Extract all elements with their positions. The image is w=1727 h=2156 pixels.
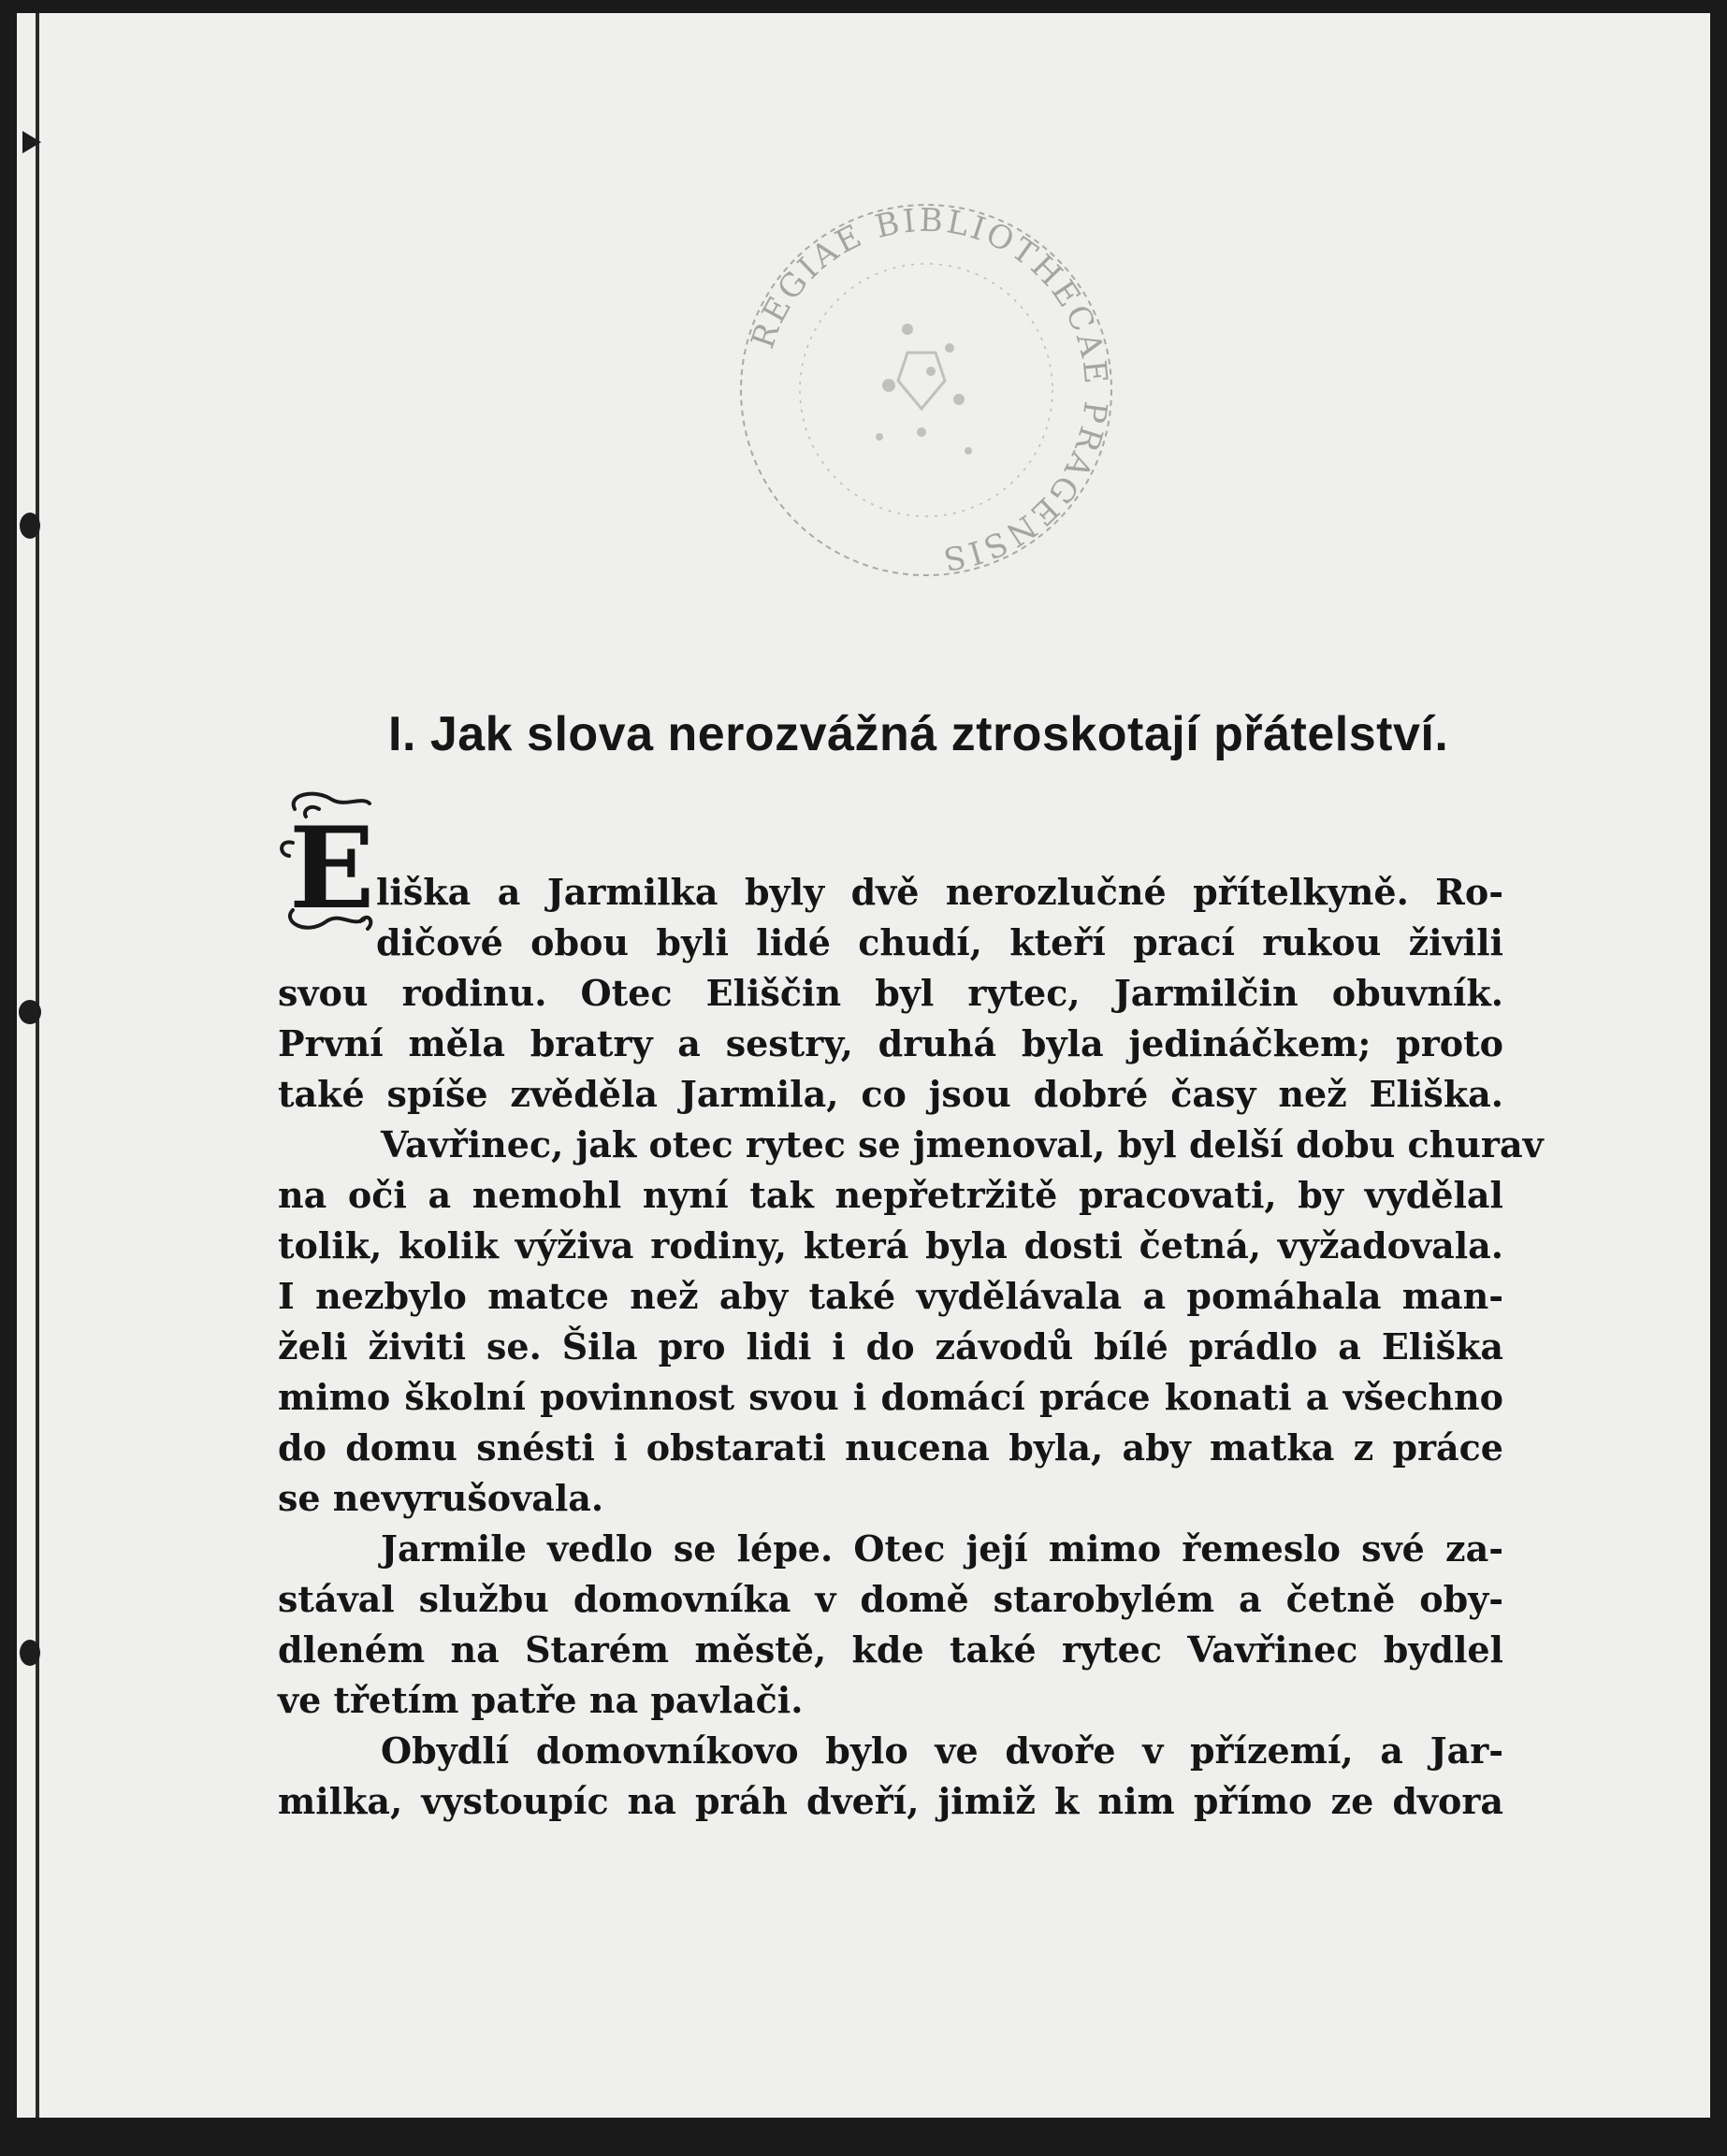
- decorative-initial: [278, 790, 381, 949]
- library-stamp: [720, 189, 1132, 582]
- text-line: stával službu domovníka v domě starobylém a četně oby-: [278, 1578, 1503, 1620]
- text-line: liška a Jarmilka byly dvě nerozlučné přítelkyně. Ro-: [376, 871, 1503, 913]
- text-line: také spíše zvěděla Jarmila, co jsou dobré časy než Eliška.: [278, 1073, 1503, 1115]
- text-line: ve třetím patře na pavlači.: [278, 1679, 804, 1721]
- text-line: dleném na Starém městě, kde také rytec Vavřinec bydlel: [278, 1628, 1503, 1671]
- binding-knot: [19, 1636, 45, 1670]
- text-line: Jarmile vedlo se lépe. Otec její mimo řemeslo své za-: [381, 1527, 1503, 1570]
- text-line: želi živiti se. Šila pro lidi i do závodů bílé prádlo a Eliška: [278, 1325, 1503, 1367]
- text-line: I nezbylo matce než aby také vydělávala a pomáhala man-: [278, 1275, 1503, 1317]
- text-line: Obydlí domovníkovo bylo ve dvoře v přízemí, a Jar-: [381, 1729, 1503, 1772]
- text-line: do domu snésti i obstarati nucena byla, aby matka z práce: [278, 1426, 1503, 1469]
- text-line: tolik, kolik výživa rodiny, která byla dosti četná, vyžadovala.: [278, 1224, 1503, 1266]
- text-line: První měla bratry a sestry, druhá byla jedináčkem; proto: [278, 1022, 1503, 1064]
- text-line: dičové obou byli lidé chudí, kteří prací rukou živili: [376, 921, 1503, 963]
- initial-letter: E: [289, 803, 375, 934]
- text-line: Vavřinec, jak otec rytec se jmenoval, byl delší dobu churav: [381, 1123, 1544, 1165]
- binding-knot: [19, 995, 45, 1029]
- svg-text:REGIAE BIBLIOTHECAE PRAGENSIS: [744, 202, 1114, 578]
- binding-thread: [36, 13, 39, 2118]
- binding-knot: [19, 509, 45, 543]
- text-line: na oči a nemohl nyní tak nepřetržitě pracovati, by vydělal: [278, 1174, 1503, 1216]
- text-line: milka, vystoupíc na práh dveří, jimiž k nim přímo ze dvora: [278, 1780, 1503, 1822]
- text-line: mimo školní povinnost svou i domácí práce konati a všechno: [278, 1376, 1503, 1418]
- chapter-title: I. Jak slova nerozvážná ztroskotají přátelství.: [388, 707, 1449, 761]
- stamp-text: REGIAE BIBLIOTHECAE PRAGENSIS: [744, 201, 1115, 578]
- text-line: svou rodinu. Otec Eliščin byl rytec, Jarmilčin obuvník.: [278, 972, 1503, 1014]
- binding-knot: [19, 125, 45, 159]
- text-line: se nevyrušovala.: [278, 1477, 604, 1519]
